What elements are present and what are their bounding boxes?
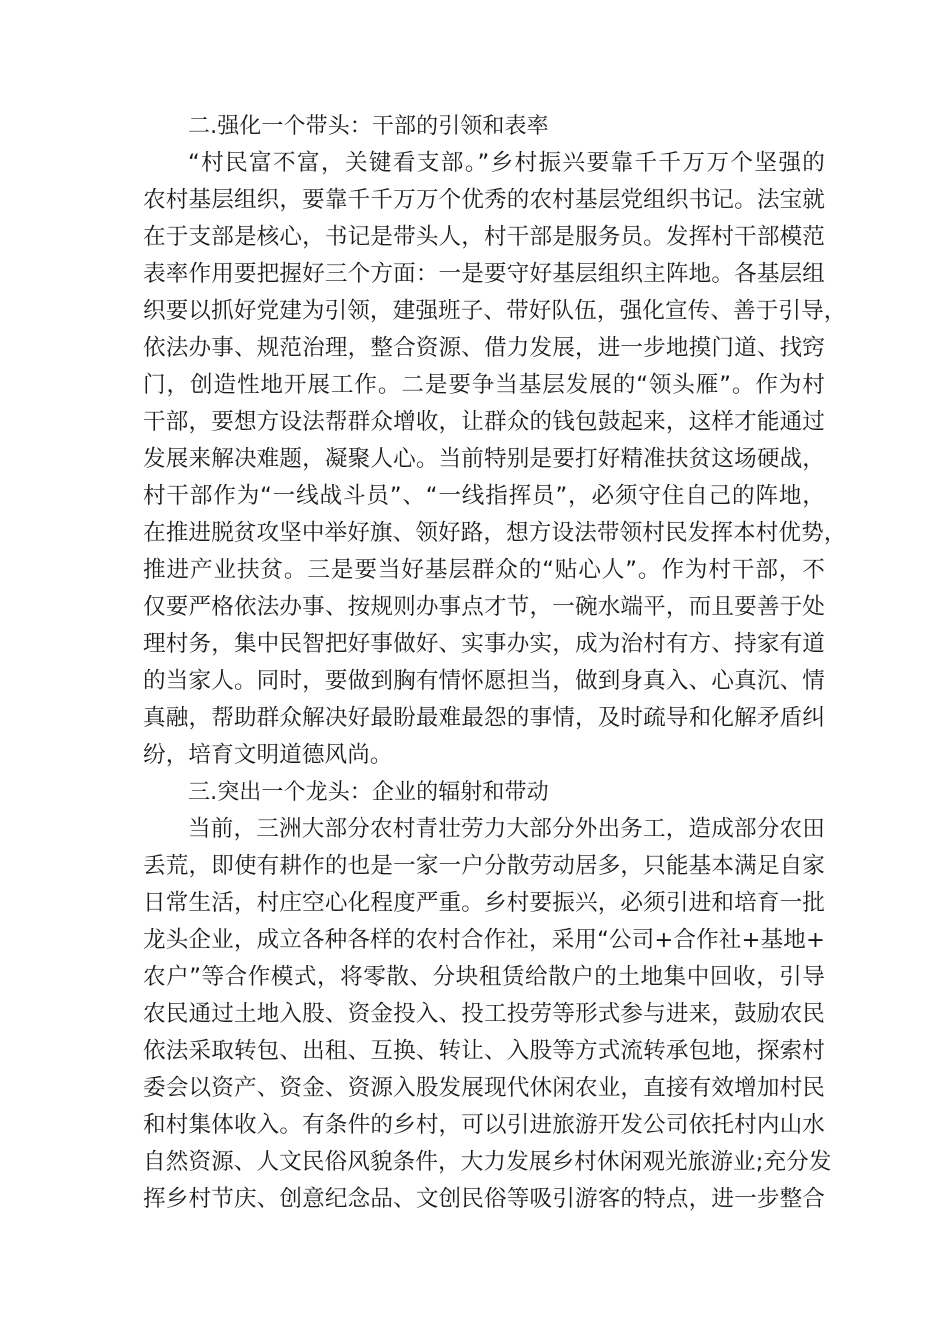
text-line: 委会以资产、资金、资源入股发展现代休闲农业，直接有效增加村民 bbox=[143, 1075, 825, 1101]
text-line: 农户”等合作模式，将零散、分块租赁给散户的土地集中回收，引导 bbox=[143, 964, 825, 990]
text-line: 村干部作为“一线战斗员”、“一线指挥员”，必须守住自己的阵地， bbox=[143, 483, 825, 509]
text-line: 真融，帮助群众解决好最盼最难最怨的事情，及时疏导和化解矛盾纠 bbox=[143, 705, 825, 731]
text-line: 在推进脱贫攻坚中举好旗、领好路，想方设法带领村民发挥本村优势， bbox=[143, 520, 847, 546]
text-line: 丢荒，即使有耕作的也是一家一户分散劳动居多，只能基本满足自家 bbox=[143, 853, 825, 879]
text-line: 的当家人。同时，要做到胸有情怀愿担当，做到身真入、心真沉、情 bbox=[143, 668, 825, 694]
section-heading-3: 三.突出一个龙头：企业的辐射和带动 bbox=[188, 780, 549, 805]
text-line: 日常生活，村庄空心化程度严重。乡村要振兴，必须引进和培育一批 bbox=[143, 890, 825, 916]
text-line: 表率作用要把握好三个方面：一是要守好基层组织主阵地。各基层组 bbox=[143, 261, 825, 287]
text-line: 纷，培育文明道德风尚。 bbox=[143, 742, 393, 768]
text-line: 在于支部是核心，书记是带头人，村干部是服务员。发挥村干部模范 bbox=[143, 224, 825, 250]
document-body bbox=[143, 108, 847, 1218]
text-line: 农村基层组织，要靠千千万万个优秀的农村基层党组织书记。法宝就 bbox=[143, 187, 825, 213]
text-line: 农民通过土地入股、资金投入、投工投劳等形式参与进来，鼓励农民 bbox=[143, 1001, 825, 1027]
text-line: “村民富不富，关键看支部。”乡村振兴要靠千千万万个坚强的 bbox=[188, 150, 825, 176]
text-line: 挥乡村节庆、创意纪念品、文创民俗等吸引游客的特点，进一步整合 bbox=[143, 1186, 825, 1212]
text-line: 推进产业扶贫。三是要当好基层群众的“贴心人”。作为村干部，不 bbox=[143, 557, 825, 583]
section-paragraph-2 bbox=[143, 145, 847, 774]
text-line: 依法采取转包、出租、互换、转让、入股等方式流转承包地，探索村 bbox=[143, 1038, 825, 1064]
section-paragraph-3 bbox=[143, 811, 832, 1218]
text-line: 仅要严格依法办事、按规则办事点才节，一碗水端平，而且要善于处 bbox=[143, 594, 825, 620]
text-line: 发展来解决难题，凝聚人心。当前特别是要打好精准扶贫这场硬战， bbox=[143, 446, 825, 472]
text-line: 理村务，集中民智把好事做好、实事办实，成为治村有方、持家有道 bbox=[143, 631, 825, 657]
text-line: 织要以抓好党建为引领，建强班子、带好队伍，强化宣传、善于引导， bbox=[143, 298, 847, 324]
text-line: 自然资源、人文民俗风貌条件，大力发展乡村休闲观光旅游业;充分发 bbox=[143, 1149, 832, 1175]
text-line: 干部，要想方设法帮群众增收，让群众的钱包鼓起来，这样才能通过 bbox=[143, 409, 825, 435]
text-line: 当前，三洲大部分农村青壮劳力大部分外出务工，造成部分农田 bbox=[188, 816, 825, 842]
section-heading-2: 二.强化一个带头：干部的引领和表率 bbox=[188, 114, 549, 139]
text-line: 门，创造性地开展工作。二是要争当基层发展的“领头雁”。作为村 bbox=[143, 372, 825, 398]
text-line: 和村集体收入。有条件的乡村，可以引进旅游开发公司依托村内山水 bbox=[143, 1112, 825, 1138]
text-line: 依法办事、规范治理，整合资源、借力发展，进一步地摸门道、找窍 bbox=[143, 335, 825, 361]
text-line: 龙头企业，成立各种各样的农村合作社，采用“公司+合作社+基地+ bbox=[143, 927, 825, 953]
